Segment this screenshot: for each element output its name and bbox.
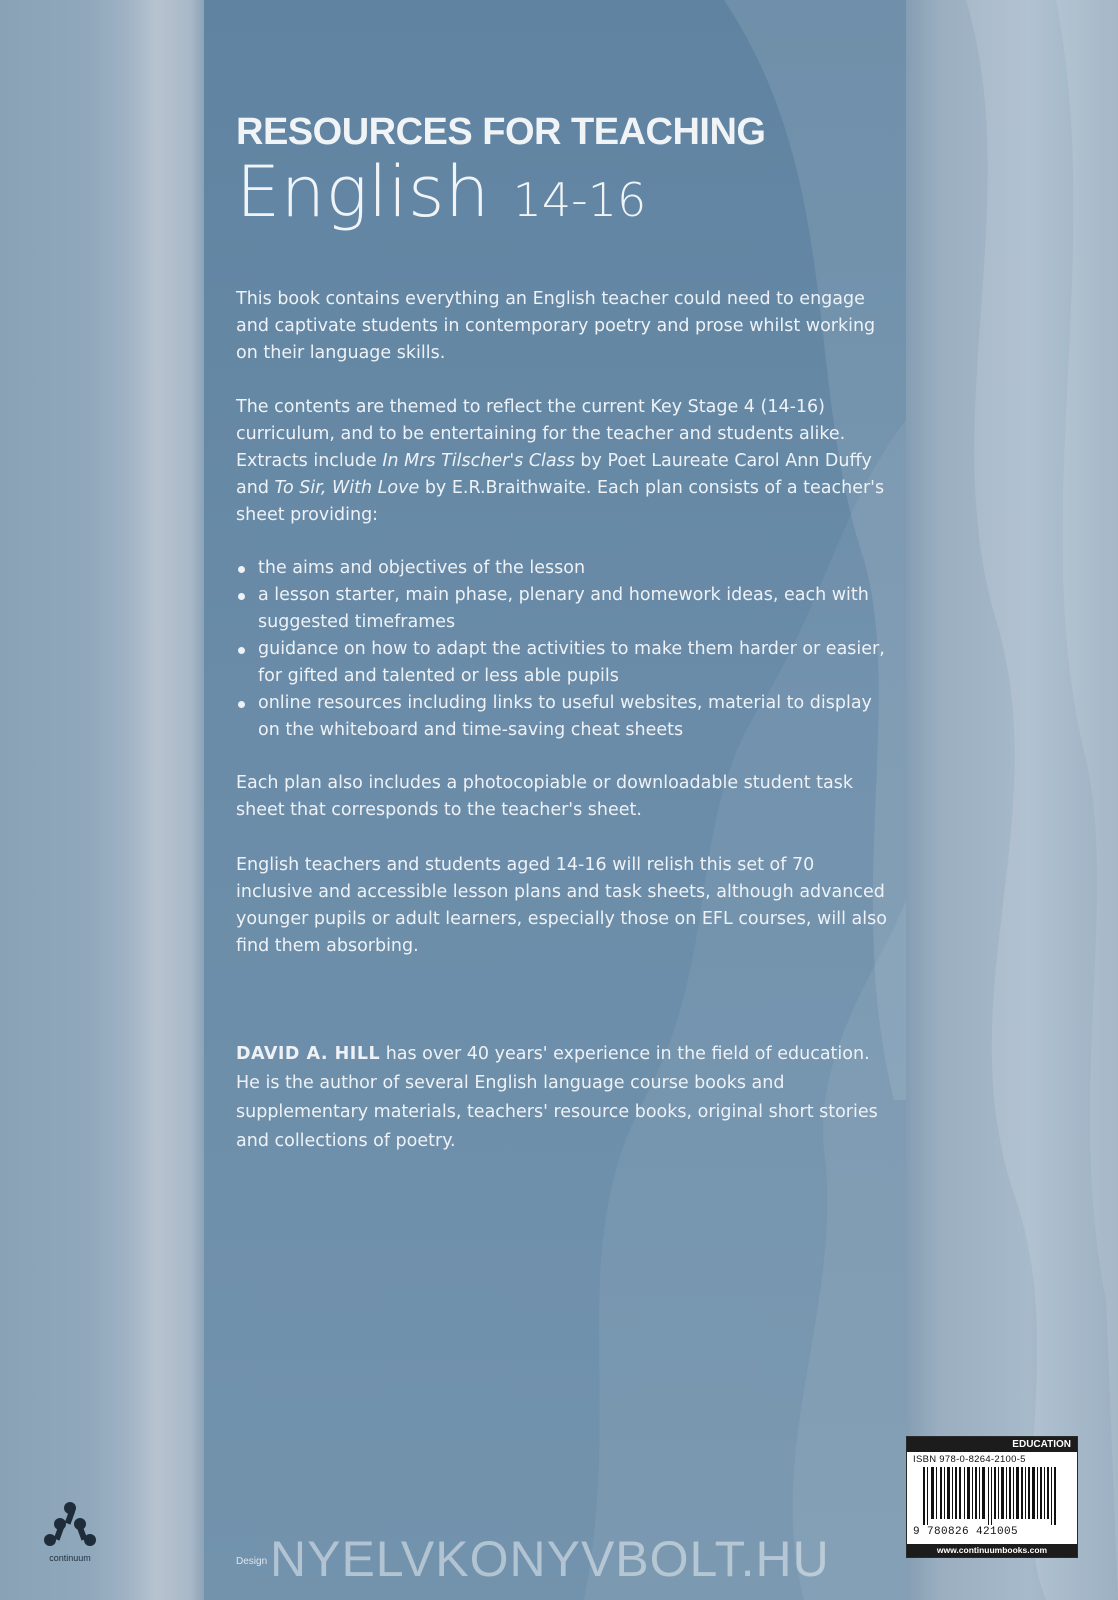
- list-item: [236, 555, 896, 582]
- design-credit: Design: [236, 1556, 268, 1567]
- list-item-text: online resources including links to useful websites, material to display on the whiteboard and time-saving cheat sheets: [258, 693, 872, 740]
- bullet-icon: [238, 647, 245, 654]
- bullet-icon: [238, 593, 245, 600]
- list-item: [236, 690, 896, 744]
- publisher-name: continuum: [49, 1553, 91, 1563]
- book-title-word: English: [236, 151, 490, 233]
- list-item: [236, 582, 896, 636]
- list-item: [236, 636, 896, 690]
- list-item-text: a lesson starter, main phase, plenary and homework ideas, each with suggested timeframes: [258, 585, 869, 632]
- list-item-text: the aims and objectives of the lesson: [258, 558, 586, 578]
- book-title: [236, 151, 896, 236]
- extract-title-1: In Mrs Tilscher's Class: [382, 451, 575, 471]
- intro-paragraph: This book contains everything an English teacher could need to engage and captivate students in contemporary poetry and prose whilst working on their language skills.: [236, 289, 876, 363]
- barcode-digits: 9 780826 421005: [913, 1526, 1019, 1538]
- bullet-icon: [238, 566, 245, 573]
- age-range: 14-16: [512, 173, 647, 227]
- isbn-label: ISBN 978-0-8264-2100-5: [913, 1454, 1026, 1465]
- extract-title-2: To Sir, With Love: [274, 478, 420, 498]
- barcode-icon: [913, 1467, 1071, 1525]
- list-item-text: guidance on how to adapt the activities to make them harder or easier, for gifted and talented or less able pupils: [258, 639, 885, 686]
- author-bio-paragraph: [236, 1040, 896, 1156]
- author-bio-text: has over 40 years' experience in the field of education. He is the author of several English language course books and supplementary materials, teachers' resource books, original short stories and collections of poetry.: [236, 1044, 878, 1151]
- watermark-text: NYELVKONYVBOLT.HU: [270, 1531, 830, 1587]
- bullet-icon: [238, 701, 245, 708]
- contents-text-2: by Poet Laureate Carol Ann Duffy and: [236, 451, 872, 498]
- right-swoosh-decoration: [906, 0, 1118, 1600]
- series-title: RESOURCES FOR TEACHING: [236, 111, 766, 153]
- contents-text-3: by E.R.Braithwaite. Each plan consists of a teacher's sheet providing:: [236, 478, 885, 525]
- barcode-box: [906, 1436, 1078, 1558]
- back-cover-content: [236, 110, 896, 1151]
- contents-text-1: The contents are themed to reflect the current Key Stage 4 (14-16) curriculum, and to be entertaining for the teacher and students alike. Extracts include: [236, 397, 846, 471]
- task-sheet-paragraph: Each plan also includes a photocopiable or downloadable student task sheet that corresponds to the teacher's sheet.: [236, 773, 853, 820]
- publisher-website: www.continuumbooks.com: [907, 1544, 1077, 1557]
- audience-paragraph: English teachers and students aged 14-16 will relish this set of 70 inclusive and accessible lesson plans and task sheets, although advanced younger pupils or adult learners, especially those on EFL courses, will also find them absorbing.: [236, 855, 887, 956]
- author-name: DAVID A. HILL: [236, 1044, 381, 1064]
- features-list: [236, 555, 896, 744]
- category-label: EDUCATION: [907, 1437, 1077, 1452]
- contents-paragraph: [236, 394, 896, 529]
